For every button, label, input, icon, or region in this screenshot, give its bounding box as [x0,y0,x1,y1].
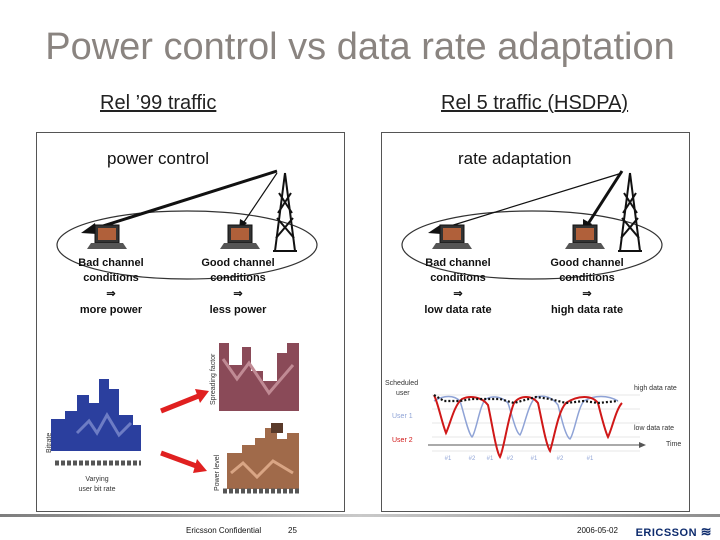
laptop-icon-good [220,225,260,249]
footer-date: 2006-05-02 [577,526,618,535]
svg-text:conditions: conditions [210,272,266,284]
svg-text:⇒: ⇒ [453,288,463,300]
svg-text:Bitrate: Bitrate [46,432,53,453]
svg-text:Good channel: Good channel [201,257,275,269]
slide-title: Power control vs data rate adaptation [45,26,675,68]
slide-footer [0,514,720,540]
svg-text:user: user [396,390,410,397]
svg-text:Scheduled: Scheduled [385,380,419,387]
spreading-factor-chart [219,343,299,411]
svg-text:high data rate: high data rate [550,304,624,316]
svg-text:⇒: ⇒ [233,288,243,300]
confidential-label: Ericsson Confidential [186,526,262,535]
power-level-chart [223,423,301,491]
svg-text:less power: less power [209,304,267,316]
svg-text:⇒: ⇒ [106,288,116,300]
scheduling-graph [428,395,646,462]
svg-text:#2: #2 [468,456,476,462]
red-arrow-up-icon [161,389,209,411]
svg-text:#1: #1 [530,456,538,462]
svg-text:#2: #2 [556,456,564,462]
bitrate-chart [51,379,141,463]
figure-heading: rate adaptation [458,149,572,168]
svg-text:conditions: conditions [430,272,486,284]
figure-heading: power control [107,149,210,168]
tower-icon [273,173,297,251]
user2-line [434,395,622,457]
svg-text:Good channel: Good channel [550,257,624,269]
svg-text:low data rate: low data rate [424,304,492,316]
svg-text:#1: #1 [486,456,494,462]
power-control-figure [36,132,345,512]
svg-text:#1: #1 [586,456,594,462]
footer-divider [0,514,720,517]
svg-text:Bad channel: Bad channel [78,257,144,269]
svg-text:#2: #2 [506,456,514,462]
downlink-arrow-bad [87,171,277,231]
svg-text:user bit rate: user bit rate [78,486,116,493]
svg-text:⇒: ⇒ [582,288,592,300]
svg-text:high data rate: high data rate [634,385,677,392]
ericsson-logo: ERICSSON ≋ [635,524,712,539]
svg-text:Time: Time [666,441,682,448]
rate-adaptation-figure [381,132,690,512]
right-subtitle: Rel 5 traffic (HSDPA) [441,92,629,114]
svg-text:Bad channel: Bad channel [425,257,491,269]
svg-text:User 2: User 2 [392,437,413,444]
red-arrow-down-icon [161,453,207,473]
svg-text:Varying: Varying [85,476,109,483]
svg-text:#1: #1 [444,456,452,462]
svg-text:conditions: conditions [83,272,139,284]
page-number: 25 [288,526,297,535]
left-subtitle: Rel ’99 traffic [100,92,217,114]
svg-text:more power: more power [79,304,143,316]
tower-icon [618,173,642,251]
downlink-arrow-bad [434,173,622,231]
svg-text:low data rate: low data rate [634,425,675,432]
svg-text:User 1: User 1 [392,413,413,420]
svg-text:Power level: Power level [214,454,221,491]
ericsson-logo-icon: ≋ [700,524,712,539]
svg-text:Spreading factor: Spreading factor [210,353,217,405]
laptop-icon-good [565,225,605,249]
svg-text:conditions: conditions [559,272,615,284]
